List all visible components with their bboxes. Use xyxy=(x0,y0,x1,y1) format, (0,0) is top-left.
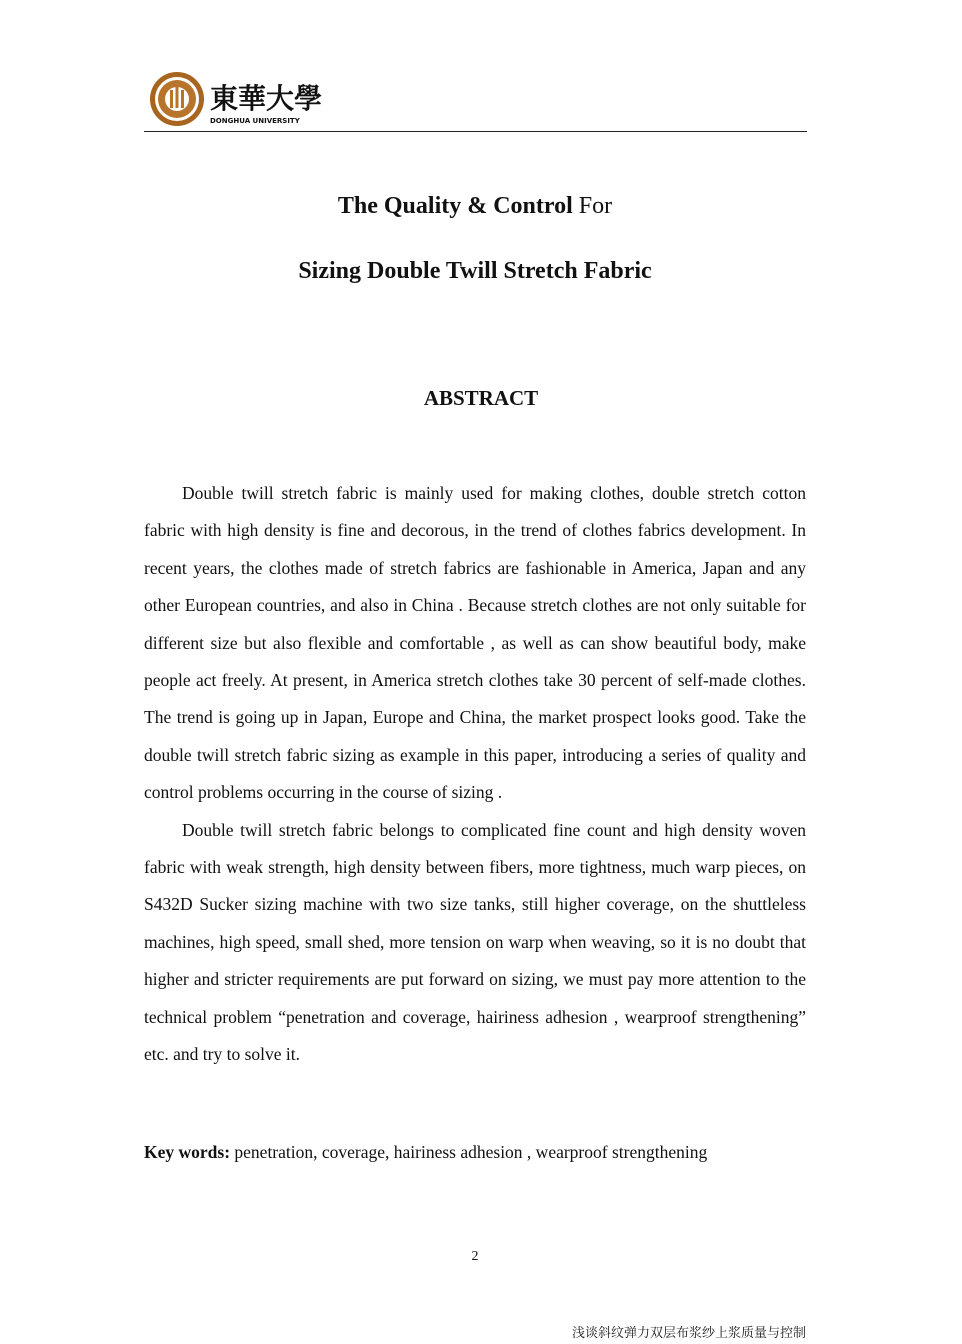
title-line-1 xyxy=(0,193,950,220)
title-line-2: Sizing Double Twill Stretch Fabric xyxy=(298,258,652,284)
keywords xyxy=(144,1142,824,1163)
svg-text:東華大學: 東華大學 xyxy=(210,82,323,115)
abstract-body xyxy=(144,475,806,1074)
abstract-paragraph-1: Double twill stretch fabric is mainly used for making clothes, double stretch cotton fabric with high density is fine and decorous, in the trend of clothes fabrics development. In recent years, the clothes made of stretch fabrics are fashionable in America, Japan and any other European countries, and also in China . Because stretch clothes are not only suitable for different size but also flexible and comfortable , as well as can show beautiful body, make people act freely. At present, in America stretch clothes take 30 percent of self-made clothes. The trend is going up in Japan, Europe and China, the market prospect looks good. Take the double twill stretch fabric sizing as example in this paper, introducing a series of quality and control problems occurring in the course of sizing . xyxy=(144,483,806,803)
title-bold-part: The Quality & Control xyxy=(337,193,573,219)
page-number: 2 xyxy=(471,1249,479,1264)
abstract-paragraph-2: Double twill stretch fabric belongs to complicated fine count and high density woven fabric with weak strength, high density between fibers, more tightness, much warp pieces, on S432D Sucker sizing machine with two size tanks, still higher coverage, on the shuttleless machines, high speed, small shed, more tension on warp when weaving, so it is no doubt that higher and stricter requirements are put forward on sizing, we must pay more attention to the technical problem “penetration and coverage, hairiness adhesion , wearproof strengthening” etc. and try to solve it. xyxy=(144,819,806,1065)
running-title: 浅谈斜纹弹力双层布浆纱上浆质量与控制 xyxy=(571,1326,806,1341)
svg-text:DONGHUA UNIVERSITY: DONGHUA UNIVERSITY xyxy=(210,117,300,125)
header-rule xyxy=(144,131,807,132)
page-header xyxy=(144,66,807,132)
keywords-label: Key words: xyxy=(144,1142,231,1162)
title-regular-part: For xyxy=(572,193,613,219)
university-logo xyxy=(148,70,323,128)
keywords-text: penetration, coverage, hairiness adhesion , wearproof strengthening xyxy=(230,1142,708,1162)
abstract-heading: ABSTRACT xyxy=(423,386,539,410)
